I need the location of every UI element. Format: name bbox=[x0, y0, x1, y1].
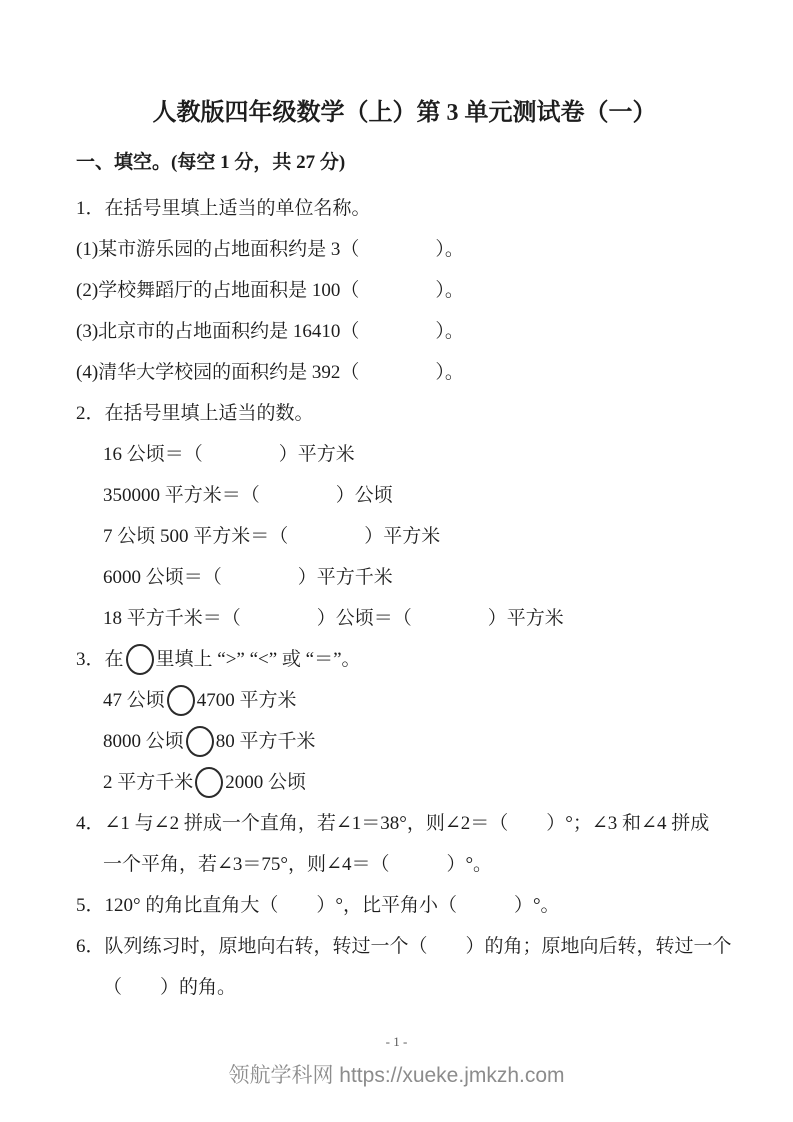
q5-stem: 5．120° 的角比直角大（ ）°，比平角小（ ）°。 bbox=[76, 895, 560, 916]
q3-item-2 bbox=[76, 721, 733, 762]
page-number: - 1 - bbox=[385, 1034, 408, 1049]
q4-line-2: 一个平角，若∠3＝75°，则∠4＝（ ）°。 bbox=[103, 854, 493, 875]
comparison-circle bbox=[186, 726, 214, 757]
section-heading: 一、填空。(每空 1 分，共 27 分) bbox=[76, 152, 346, 173]
q3-item-2-post: 80 平方千米 bbox=[215, 731, 316, 752]
q1-item-2: (2)学校舞蹈厅的占地面积是 100（ ）。 bbox=[76, 280, 464, 301]
q3-stem-pre: 3．在 bbox=[76, 649, 124, 670]
q1-item-3: (3)北京市的占地面积约是 16410（ ）。 bbox=[76, 321, 464, 342]
q3-item-3-post: 2000 公顷 bbox=[225, 772, 307, 793]
q1-item-4: (4)清华大学校园的面积约是 392（ ）。 bbox=[76, 362, 464, 383]
q1-item-1: (1)某市游乐园的占地面积约是 3（ ）。 bbox=[76, 239, 464, 260]
page-title: 人教版四年级数学（上）第 3 单元测试卷（一） bbox=[152, 100, 657, 126]
q3-item-2-pre: 8000 公顷 bbox=[103, 731, 184, 752]
q6-line-1: 6．队列练习时，原地向右转，转过一个（ ）的角；原地向后转，转过一个 bbox=[76, 936, 732, 957]
comparison-circle bbox=[126, 644, 154, 675]
q6-line-2: （ ）的角。 bbox=[103, 977, 237, 998]
q2-stem: 2．在括号里填上适当的数。 bbox=[76, 403, 314, 424]
q2-item-4: 6000 公顷＝（ ）平方千米 bbox=[103, 567, 393, 588]
q2-item-3: 7 公顷 500 平方米＝（ ）平方米 bbox=[103, 526, 441, 547]
q1-stem: 1．在括号里填上适当的单位名称。 bbox=[76, 198, 371, 219]
q3-item-1 bbox=[76, 680, 733, 721]
q3-item-1-pre: 47 公顷 bbox=[103, 690, 165, 711]
comparison-circle bbox=[195, 767, 223, 798]
q3-stem bbox=[76, 639, 733, 680]
site-watermark: 领航学科网 https://xueke.jmkzh.com bbox=[228, 1064, 565, 1087]
q3-item-1-post: 4700 平方米 bbox=[196, 690, 297, 711]
q3-item-3 bbox=[76, 762, 733, 803]
q4-line-1: 4．∠1 与∠2 拼成一个直角，若∠1＝38°，则∠2＝（ ）°；∠3 和∠4 拼成 bbox=[76, 813, 710, 834]
q2-item-5: 18 平方千米＝（ ）公顷＝（ ）平方米 bbox=[103, 608, 564, 629]
q3-stem-post: 里填上 “>” “<” 或 “＝”。 bbox=[155, 649, 361, 670]
comparison-circle bbox=[167, 685, 195, 716]
q2-item-2: 350000 平方米＝（ ）公顷 bbox=[103, 485, 393, 506]
q2-item-1: 16 公顷＝（ ）平方米 bbox=[103, 444, 355, 465]
q3-item-3-pre: 2 平方千米 bbox=[103, 772, 194, 793]
question-list bbox=[76, 188, 733, 1008]
